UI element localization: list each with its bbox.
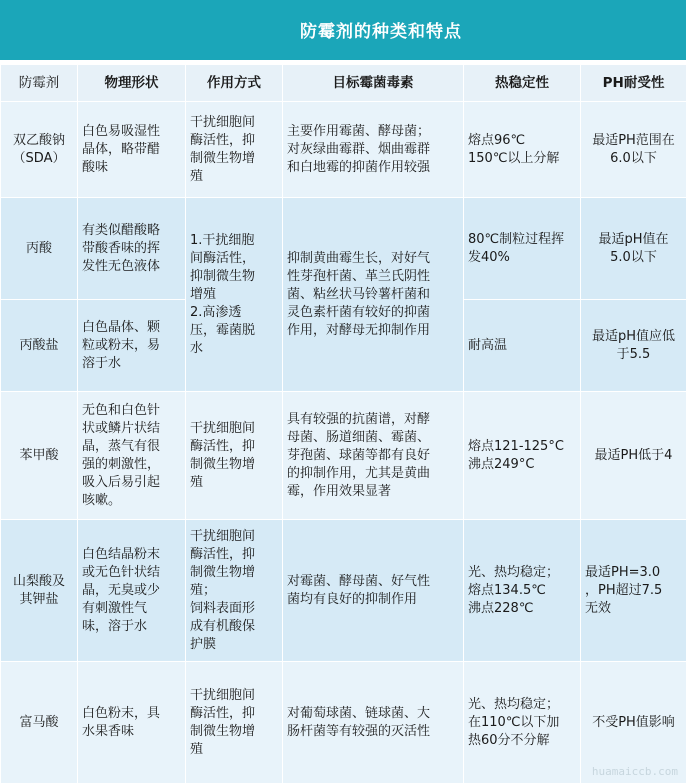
cell-target [283,392,464,520]
cell-line: 山梨酸及 [5,573,73,591]
cell-line: 白色结晶粉末 [82,546,181,564]
cell-line: 发40% [468,249,576,267]
cell-line: 酶活性，抑 [190,438,278,456]
cell-ph [581,520,686,662]
cell-line: 菌、粘丝状马铃薯杆菌和 [287,286,459,304]
cell-line: 1.干扰细胞 [190,232,278,250]
cell-line: 6.0以下 [585,150,682,168]
cell-line: 制微生物增 [190,456,278,474]
cell-line: 状或鳞片状结 [82,420,181,438]
cell-name [1,392,78,520]
cell-line: 灵色素杆菌有较好的抑菌 [287,304,459,322]
cell-line: 熔点134.5℃ [468,582,576,600]
table-row-sorbic [1,520,686,662]
cell-line: 护膜 [190,636,278,654]
cell-line: 殖； [190,582,278,600]
cell-line: 在110℃以下加 [468,714,576,732]
cell-thermal [464,102,581,198]
cell-line: 作用，对酵母无抑制作用 [287,322,459,340]
cell-thermal [464,392,581,520]
cell-line: 白色粉末，具 [82,705,181,723]
cell-line: 吸入后易引起 [82,474,181,492]
page-title: 防霉剂的种类和特点 [300,17,462,42]
cell-line: 发性无色液体 [82,258,181,276]
cell-line: 的抑制作用，尤其是黄曲 [287,465,459,483]
cell-line: 水 [190,340,278,358]
cell-physical [78,300,186,392]
cell-line: 酶活性，抑 [190,546,278,564]
cell-line: 味，溶于水 [82,618,181,636]
cell-line: 增殖 [190,286,278,304]
cell-name [1,300,78,392]
table-row-sda [1,102,686,198]
cell-line: ，PH超过7.5 [585,582,682,600]
cell-line: 晶体，略带醋 [82,141,181,159]
cell-line: 制微生物增 [190,564,278,582]
cell-target [283,662,464,784]
cell-ph [581,102,686,198]
cell-line: 沸点228℃ [468,600,576,618]
cell-line: 2.高渗透 [190,304,278,322]
cell-line: 酶活性，抑 [190,705,278,723]
header-cell-target: 目标霉菌毒素 [283,65,464,102]
cell-line: 干扰细胞间 [190,528,278,546]
cell-line: 有类似醋酸略 [82,222,181,240]
header-cell-agent: 防霉剂 [1,65,78,102]
cell-physical [78,520,186,662]
cell-target [283,198,464,392]
cell-action [186,662,283,784]
table-row-fumaric [1,662,686,784]
cell-line: 对灰绿曲霉群、烟曲霉群 [287,141,459,159]
cell-physical [78,102,186,198]
cell-thermal [464,300,581,392]
header-cell-action: 作用方式 [186,65,283,102]
cell-line: 殖 [190,741,278,759]
cell-line: 干扰细胞间 [190,114,278,132]
cell-line: 80℃制粒过程挥 [468,231,576,249]
cell-line: 饲料表面形 [190,600,278,618]
cell-physical [78,662,186,784]
cell-line: 制微生物增 [190,723,278,741]
table-row-propionic-acid [1,198,686,300]
watermark: huamaiccb.com [592,765,678,778]
cell-line: 丙酸盐 [5,337,73,355]
cell-line: 对葡萄球菌、链球菌、大 [287,705,459,723]
cell-action [186,392,283,520]
cell-line: 耐高温 [468,337,576,355]
cell-action [186,102,283,198]
cell-line: 带酸香味的挥 [82,240,181,258]
cell-line: 其钾盐 [5,591,73,609]
cell-thermal [464,662,581,784]
cell-line: 干扰细胞间 [190,687,278,705]
cell-line: 殖 [190,474,278,492]
cell-line: 5.0以下 [585,249,682,267]
cell-physical [78,198,186,300]
cell-name [1,198,78,300]
cell-line: 于5.5 [585,346,682,364]
cell-line: 熔点121-125°C [468,438,576,456]
cell-action [186,198,283,392]
cell-ph [581,392,686,520]
header-cell-ph: PH耐受性 [581,65,686,102]
cell-line: 成有机酸保 [190,618,278,636]
cell-line: 强的刺激性， [82,456,181,474]
cell-line: 不受PH值影响 [585,714,682,732]
header-cell-thermal: 热稳定性 [464,65,581,102]
cell-target [283,520,464,662]
cell-line: 无色和白色针 [82,402,181,420]
cell-line: （SDA） [5,150,73,168]
cell-line: 霉，作用效果显著 [287,483,459,501]
cell-line: 富马酸 [5,714,73,732]
cell-line: 和白地霉的抑菌作用较强 [287,159,459,177]
cell-line: 制微生物增 [190,150,278,168]
cell-line: 抑制黄曲霉生长，对好气 [287,250,459,268]
cell-line: 有刺激性气 [82,600,181,618]
cell-name [1,102,78,198]
cell-line: 光、热均稳定； [468,696,576,714]
cell-line: 双乙酸钠 [5,132,73,150]
cell-line: 溶于水 [82,355,181,373]
cell-name [1,520,78,662]
title-bar [0,0,686,60]
cell-action [186,520,283,662]
cell-line: 菌均有良好的抑制作用 [287,591,459,609]
cell-line: 光、热均稳定； [468,564,576,582]
cell-line: 丙酸 [5,240,73,258]
cell-line: 晶，无臭或少 [82,582,181,600]
cell-line: 肠杆菌等有较强的灭活性 [287,723,459,741]
cell-line: 白色易吸湿性 [82,123,181,141]
cell-line: 白色晶体、颗 [82,319,181,337]
cell-line: 对霉菌、酵母菌、好气性 [287,573,459,591]
cell-line: 最适pH值应低 [585,328,682,346]
cell-line: 沸点249°C [468,456,576,474]
cell-name [1,662,78,784]
cell-target [283,102,464,198]
cell-line: 咳嗽。 [82,492,181,510]
cell-line: 最适pH值在 [585,231,682,249]
cell-line: 无效 [585,600,682,618]
cell-line: 最适PH低于4 [585,447,682,465]
cell-line: 具有较强的抗菌谱，对酵 [287,411,459,429]
cell-ph [581,300,686,392]
cell-line: 最适PH范围在 [585,132,682,150]
cell-line: 主要作用霉菌、酵母菌； [287,123,459,141]
cell-line: 干扰细胞间 [190,420,278,438]
cell-line: 或无色针状结 [82,564,181,582]
cell-line: 熔点96℃ [468,132,576,150]
cell-thermal [464,198,581,300]
cell-line: 晶，蒸气有很 [82,438,181,456]
cell-line: 压，霉菌脱 [190,322,278,340]
cell-line: 间酶活性， [190,250,278,268]
cell-line: 殖 [190,168,278,186]
header-row [1,65,686,102]
cell-line: 芽孢菌、球菌等都有良好 [287,447,459,465]
cell-ph [581,198,686,300]
header-cell-physical: 物理形状 [78,65,186,102]
table-row-benzoic [1,392,686,520]
cell-line: 150℃以上分解 [468,150,576,168]
cell-line: 热60分不分解 [468,732,576,750]
antifungal-table [0,64,686,784]
cell-line: 抑制微生物 [190,268,278,286]
cell-line: 最适PH=3.0 [585,564,682,582]
cell-line: 水果香味 [82,723,181,741]
cell-thermal [464,520,581,662]
cell-line: 粒或粉末，易 [82,337,181,355]
cell-line: 苯甲酸 [5,447,73,465]
cell-line: 母菌、肠道细菌、霉菌、 [287,429,459,447]
cell-line: 性芽孢杆菌、革兰氏阴性 [287,268,459,286]
cell-line: 酸味 [82,159,181,177]
cell-line: 酶活性，抑 [190,132,278,150]
cell-physical [78,392,186,520]
